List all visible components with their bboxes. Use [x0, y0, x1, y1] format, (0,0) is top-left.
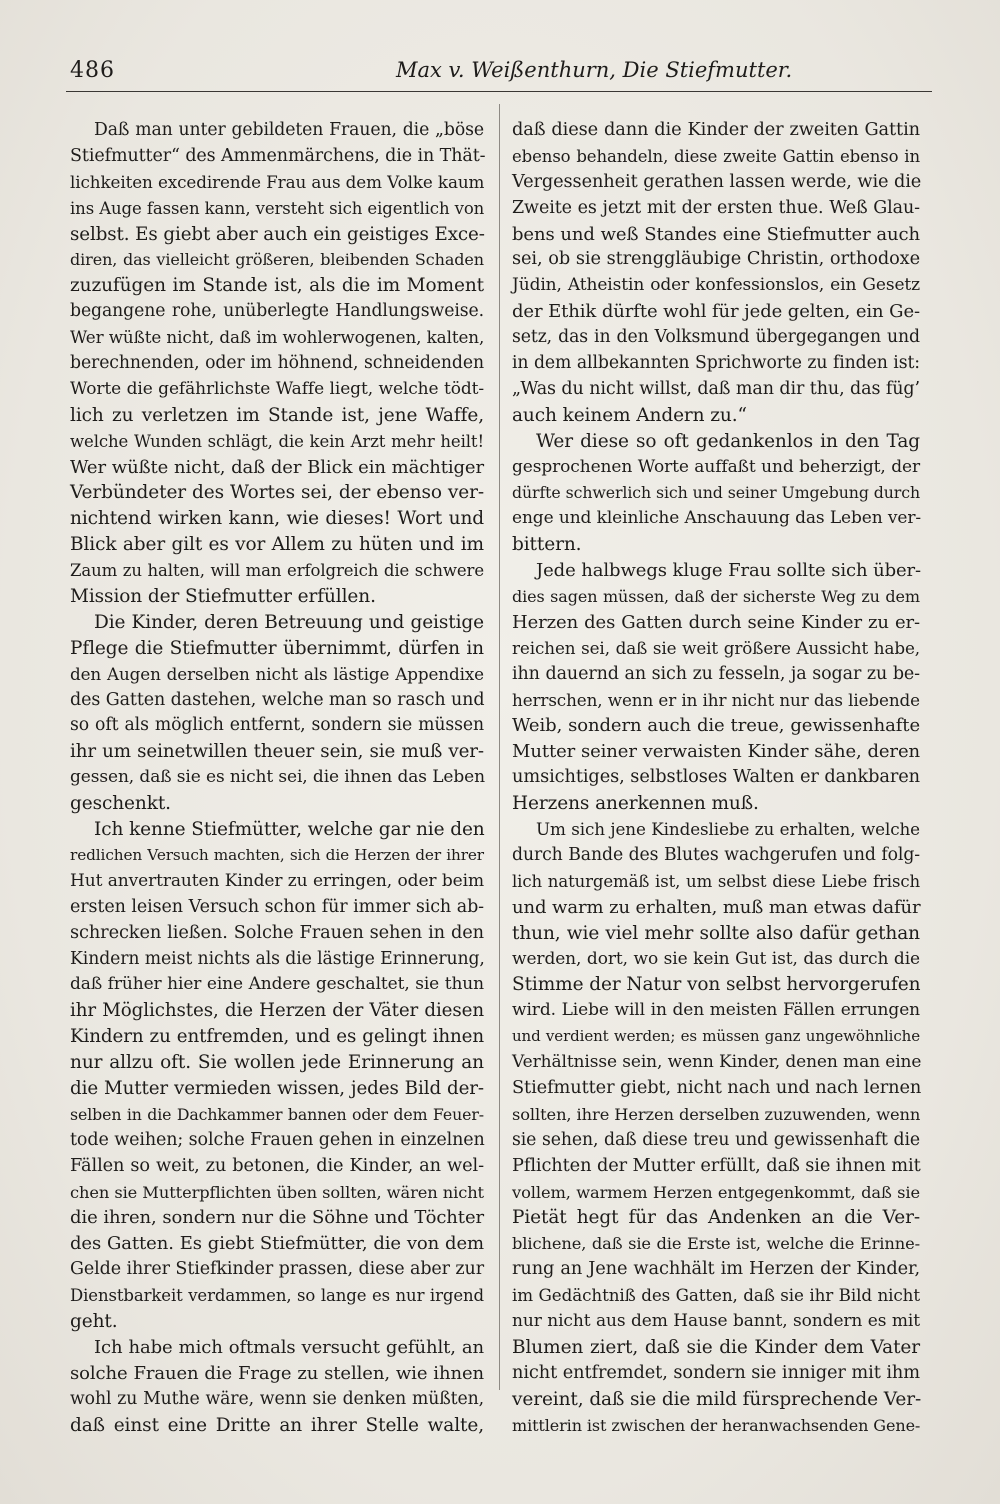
text-line: nur allzu oft. Sie wollen jede Erinnerung an: [70, 1052, 484, 1074]
text-line: Hut anvertrauten Kinder zu erringen, oder beim: [70, 870, 484, 891]
text-line: Wer wüßte nicht, daß der Blick ein mächtiger: [70, 456, 484, 478]
text-line: Um sich jene Kindesliebe zu erhalten, welche: [536, 819, 920, 840]
text-line: dies sagen müssen, daß der sicherste Weg zu dem: [512, 587, 920, 607]
text-line: nichtend wirken kann, wie dieses! Wort und: [70, 508, 484, 530]
text-line: sie sehen, daß diese treu und gewissenhaft die: [512, 1129, 920, 1150]
text-line: setz, das in den Volksmund übergegangen und: [512, 327, 920, 348]
text-line: vollem, warmem Herzen entgegenkommt, daß sie: [512, 1182, 920, 1202]
text-line: dürfte schwerlich sich und seiner Umgebung durch: [512, 483, 920, 503]
text-line: durch Bande des Blutes wachgerufen und folg-: [512, 844, 920, 865]
left-column: [70, 118, 484, 1438]
text-line: chen sie Mutterpflichten üben sollten, wären nicht: [70, 1182, 484, 1202]
text-line: Die Kinder, deren Betreuung und geistige: [94, 611, 484, 633]
text-line: Mutter seiner verwaisten Kinder sähe, deren: [512, 741, 920, 763]
text-line: Wer wüßte nicht, daß im wohlerwogenen, kalten,: [70, 327, 485, 348]
text-line: daß früher hier eine Andere geschaltet, sie thun: [70, 974, 484, 995]
text-line: begangene rohe, unüberlegte Handlungsweise.: [70, 301, 484, 322]
text-line: Zaum zu halten, will man erfolgreich die schwere: [70, 561, 484, 581]
text-line: gessen, daß sie es nicht sei, die ihnen das Leben: [70, 767, 485, 788]
text-line: ihr um seinetwillen theuer sein, sie muß ver-: [70, 741, 484, 763]
text-line: lich naturgemäß ist, um selbst diese Liebe frisch: [512, 871, 920, 891]
text-line: schrecken ließen. Solche Frauen sehen in den: [70, 922, 484, 943]
text-line: des Gatten dastehen, welche man so rasch und: [70, 689, 485, 710]
text-line: Verhältnisse sein, wenn Kinder, denen man eine: [512, 1052, 922, 1073]
text-line: Vergessenheit gerathen lassen werde, wie die: [512, 171, 922, 192]
text-line: selben in die Dachkammer bannen oder dem Feuer-: [70, 1104, 484, 1124]
text-line: nur nicht aus dem Hause bannt, sondern es mit: [512, 1310, 920, 1331]
page-header: [66, 58, 932, 88]
text-line: so oft als möglich entfernt, sondern sie müssen: [70, 715, 484, 736]
text-line: geschenkt.: [70, 793, 171, 815]
text-line: daß einst eine Dritte an ihrer Stelle walte,: [70, 1414, 484, 1436]
text-line: Kindern meist nichts als die lästige Erinnerung,: [70, 948, 485, 969]
text-line: „Was du nicht willst, daß man dir thu, das füg’: [512, 378, 920, 399]
text-line: herrschen, wenn er in ihr nicht nur das liebende: [512, 689, 920, 710]
text-line: nicht entfremdet, sondern sie inniger mit ihm: [512, 1362, 920, 1383]
text-line: den Augen derselben nicht als lästige Appendixe: [70, 663, 484, 684]
text-line: des Gatten. Es giebt Stiefmütter, die von dem: [70, 1233, 484, 1255]
text-line: und verdient werden; es müssen ganz ungewöhnliche: [512, 1027, 920, 1046]
text-line: Zweite es jetzt mit der ersten thue. Weß Glau-: [512, 197, 920, 218]
text-line: Wer diese so oft gedankenlos in den Tag: [536, 430, 920, 452]
text-line: Herzens anerkennen muß.: [512, 793, 759, 815]
text-line: vereint, daß sie die mild fürsprechende Ver-: [512, 1388, 922, 1410]
text-line: tode weihen; solche Frauen gehen in einzelnen: [70, 1129, 485, 1150]
text-line: bens und weß Standes eine Stiefmutter auch: [512, 223, 920, 245]
text-line: Pflege die Stiefmutter übernimmt, dürfen in: [70, 637, 484, 659]
text-line: selbst. Es giebt aber auch ein geistiges Exce-: [70, 223, 485, 245]
text-line: ihn dauernd an sich zu fesseln, ja sogar zu be-: [512, 663, 920, 684]
text-line: wohl zu Muthe wäre, wenn sie denken müßten,: [70, 1388, 484, 1409]
text-line: Verbündeter des Wortes sei, der ebenso ver-: [70, 482, 484, 504]
text-line: diren, das vielleicht größeren, bleibenden Schaden: [70, 250, 484, 270]
text-line: Kindern zu entfremden, und es gelingt ihnen: [70, 1026, 484, 1048]
text-line: Blumen ziert, daß sie die Kinder dem Vater: [512, 1336, 920, 1358]
page-number: 486: [70, 58, 115, 83]
text-line: auch keinem Andern zu.“: [512, 404, 747, 426]
right-column: [512, 118, 920, 1438]
text-line: Ich kenne Stiefmütter, welche gar nie den: [94, 819, 485, 841]
text-line: thun, wie viel mehr sollte also dafür gethan: [512, 922, 920, 944]
text-line: Pflichten der Mutter erfüllt, daß sie ihnen mit: [512, 1155, 921, 1176]
text-line: sei, ob sie strenggläubige Christin, orthodoxe: [512, 249, 920, 270]
text-line: Jede halbwegs kluge Frau sollte sich über-: [536, 560, 922, 582]
text-line: Blick aber gilt es vor Allem zu hüten und im: [70, 534, 484, 556]
text-line: Fällen so weit, zu betonen, die Kinder, an wel-: [70, 1155, 484, 1176]
text-line: werden, dort, wo sie kein Gut ist, das durch die: [512, 948, 920, 969]
text-line: welche Wunden schlägt, die kein Arzt mehr heilt!: [70, 431, 484, 451]
text-line: wird. Liebe will in den meisten Fällen errungen: [512, 1000, 920, 1021]
text-line: ins Auge fassen kann, versteht sich eigentlich von: [70, 198, 485, 218]
text-line: redlichen Versuch machten, sich die Herzen der ihrer: [70, 845, 484, 864]
text-line: ihr Möglichstes, die Herzen der Väter diesen: [70, 1000, 484, 1022]
text-line: lich zu verletzen im Stande ist, jene Waffe,: [70, 404, 484, 426]
text-line: reichen sei, daß sie weit größere Aussicht habe,: [512, 637, 920, 658]
text-line: Gelde ihrer Stiefkinder prassen, diese aber zur: [70, 1259, 484, 1280]
text-line: berechnenden, oder im höhnend, schneidenden: [70, 353, 484, 374]
text-line: Stimme der Natur von selbst hervorgerufen: [512, 974, 921, 996]
text-line: die Mutter vermieden wissen, jedes Bild der-: [70, 1077, 484, 1099]
text-line: blichene, daß sie die Erste ist, welche die Erinne-: [512, 1234, 920, 1254]
text-line: geht.: [70, 1310, 118, 1332]
text-line: umsichtiges, selbstloses Walten er dankbaren: [512, 767, 920, 788]
text-line: bittern.: [512, 534, 582, 556]
text-line: Worte die gefährlichste Waffe liegt, welche tödt-: [70, 378, 484, 399]
text-line: lichkeiten excedirende Frau aus dem Volke kaum: [70, 171, 485, 192]
header-rule: [66, 91, 932, 92]
running-head: Max v. Weißenthurn, Die Stiefmutter.: [396, 58, 793, 82]
text-line: Stiefmutter“ des Ammenmärchens, die in Thät-: [70, 145, 486, 166]
text-line: zuzufügen im Stande ist, als die im Moment: [70, 275, 484, 297]
text-line: Jüdin, Atheistin oder konfessionslos, ein Gesetz: [512, 275, 920, 296]
text-line: Ich habe mich oftmals versucht gefühlt, an: [94, 1336, 484, 1358]
text-line: Pietät hegt für das Andenken an die Ver-: [512, 1207, 920, 1229]
text-line: Weib, sondern auch die treue, gewissenhafte: [512, 715, 920, 737]
text-line: rung an Jene wachhält im Herzen der Kinder,: [512, 1259, 920, 1280]
text-line: und warm zu erhalten, muß man etwas dafür: [512, 896, 921, 918]
text-line: im Gedächtniß des Gatten, daß sie ihr Bild nicht: [512, 1285, 920, 1306]
text-line: die ihren, sondern nur die Söhne und Töchter: [70, 1207, 484, 1229]
text-line: daß diese dann die Kinder der zweiten Gattin: [512, 120, 920, 140]
text-line: Daß man unter gebildeten Frauen, die „böse: [94, 120, 484, 140]
text-line: gesprochenen Worte auffaßt und beherzigt, der: [512, 456, 920, 477]
text-line: Herzen des Gatten durch seine Kinder zu er-: [512, 611, 920, 633]
text-line: der Ethik dürfte wohl für jede gelten, ein Ge-: [512, 301, 920, 323]
text-line: Dienstbarkeit verdammen, so lange es nur irgend: [70, 1286, 484, 1306]
text-line: mittlerin ist zwischen der heranwachsenden Gene-: [512, 1415, 921, 1435]
text-line: Mission der Stiefmutter erfüllen.: [70, 586, 376, 608]
text-line: solche Frauen die Frage zu stellen, wie ihnen: [70, 1362, 484, 1384]
column-divider: [499, 104, 500, 1390]
text-line: ebenso behandeln, diese zweite Gattin ebenso in: [512, 146, 920, 166]
text-line: in dem allbekannten Sprichworte zu finden ist:: [512, 353, 920, 374]
text-line: enge und kleinliche Anschauung das Leben ver-: [512, 508, 922, 529]
text-line: sollten, ihre Herzen derselben zuzuwenden, wenn: [512, 1104, 921, 1124]
text-line: ersten leisen Versuch schon für immer sich ab-: [70, 896, 484, 917]
text-line: Stiefmutter giebt, nicht nach und nach lernen: [512, 1077, 922, 1098]
